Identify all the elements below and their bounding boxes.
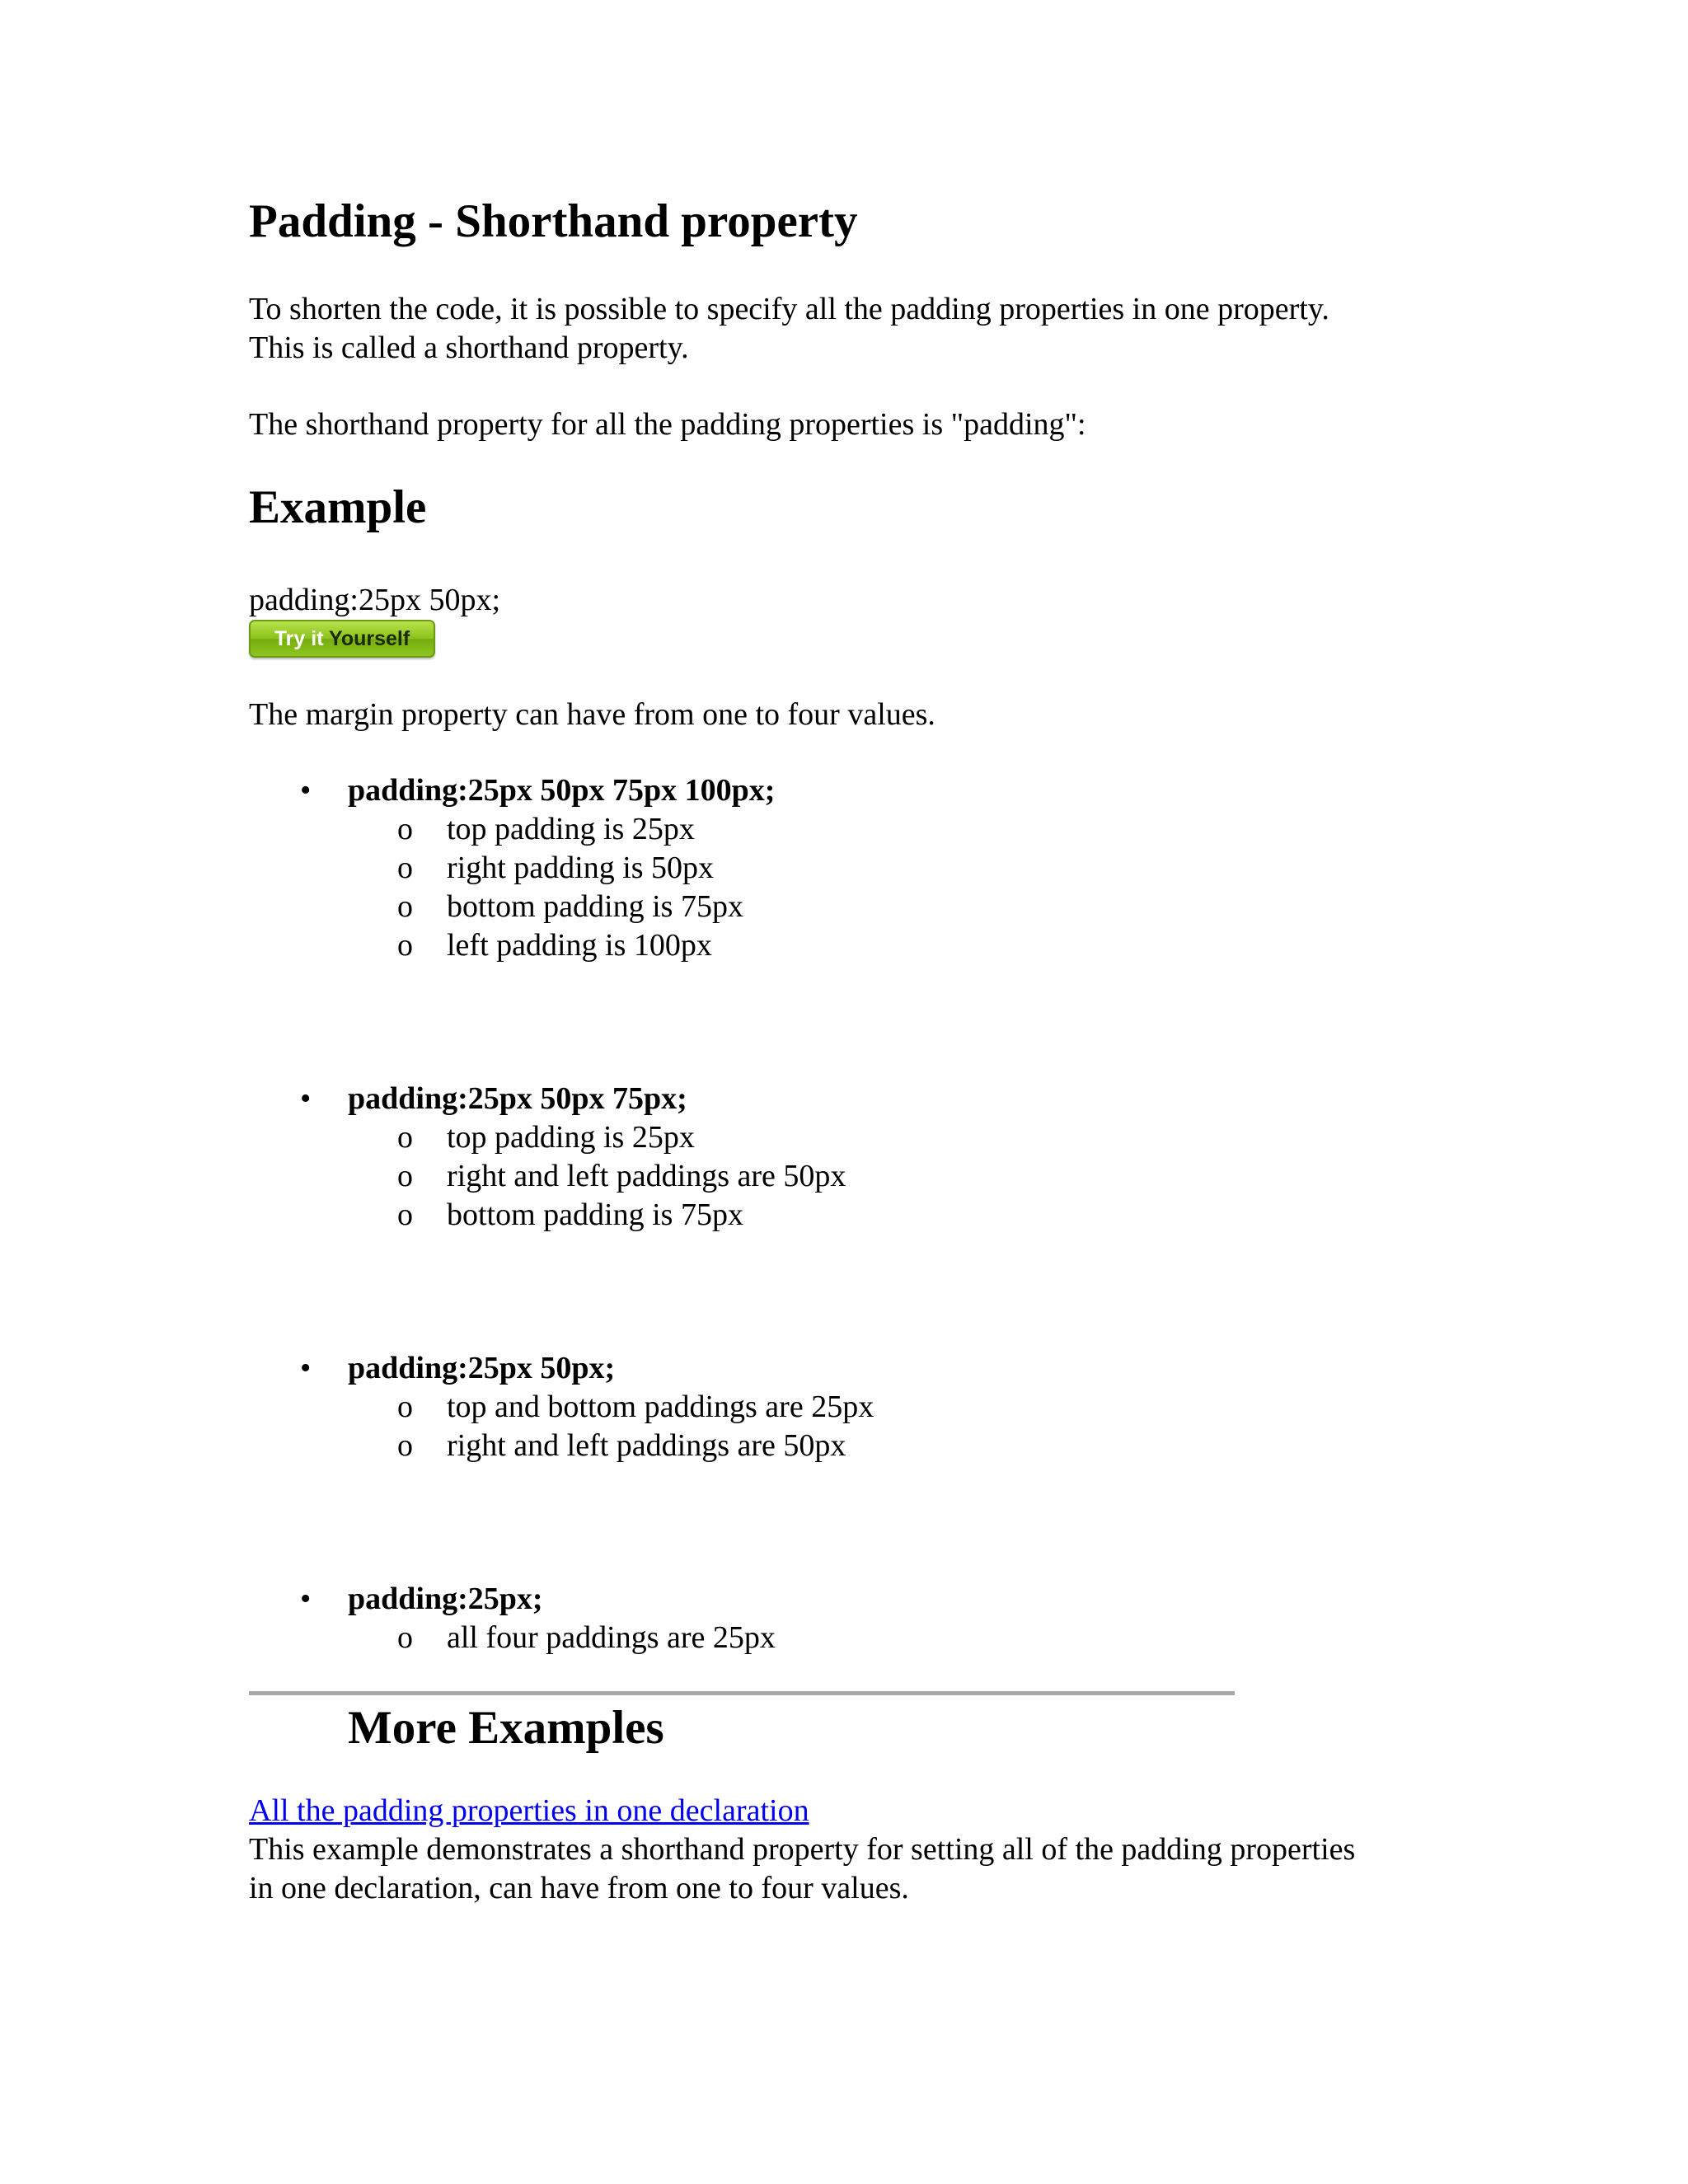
shorthand-note: The shorthand property for all the padding properties is "padding": — [249, 407, 1086, 442]
yourself-label: Yourself — [329, 627, 410, 650]
bullet-dot-icon: • — [300, 1582, 312, 1616]
sub-list-text: right padding is 50px — [447, 851, 715, 885]
circle-bullet-icon: o — [397, 851, 413, 885]
bullet-dot-icon: • — [300, 773, 312, 808]
more-examples-heading: More Examples — [348, 1702, 664, 1754]
intro-paragraph — [249, 290, 1329, 368]
sub-list-item — [249, 888, 1403, 926]
intro-line-1: To shorten the code, it is possible to specify all the padding properties in one property. — [249, 292, 1329, 326]
bullet-code: padding:25px 50px 75px; — [348, 1081, 687, 1116]
sub-list-item — [249, 1619, 1403, 1657]
sub-list-item — [249, 849, 1403, 888]
sub-list-text: all four paddings are 25px — [447, 1620, 776, 1655]
circle-bullet-icon: o — [397, 1390, 413, 1424]
circle-bullet-icon: o — [397, 928, 413, 963]
sub-list-text: right and left paddings are 50px — [447, 1159, 846, 1193]
sub-list-text: left padding is 100px — [447, 928, 712, 963]
example-description — [249, 1830, 1355, 1908]
example-code: padding:25px 50px; — [249, 583, 501, 617]
example-description-line-1: This example demonstrates a shorthand property for setting all of the padding properties — [249, 1832, 1356, 1867]
circle-bullet-icon: o — [397, 1197, 413, 1232]
sub-list-text: top padding is 25px — [447, 812, 695, 846]
sub-list-item — [249, 1118, 1403, 1157]
sub-list-item — [249, 1427, 1403, 1465]
sub-list-item — [249, 926, 1403, 965]
page-title: Padding - Shorthand property — [249, 195, 858, 247]
bullet-code: padding:25px 50px; — [348, 1351, 616, 1385]
sub-list-item — [249, 810, 1403, 849]
example-heading: Example — [249, 481, 427, 533]
sub-list-text: top and bottom paddings are 25px — [447, 1390, 874, 1424]
bullet-dot-icon: • — [300, 1081, 312, 1116]
sub-list-text: right and left paddings are 50px — [447, 1428, 846, 1463]
circle-bullet-icon: o — [397, 889, 413, 924]
try-it-yourself-button[interactable] — [249, 620, 435, 658]
bullet-code: padding:25px 50px 75px 100px; — [348, 773, 776, 808]
circle-bullet-icon: o — [397, 1120, 413, 1155]
bullet-dot-icon: • — [300, 1351, 312, 1385]
sub-list-text: bottom padding is 75px — [447, 1197, 743, 1232]
sub-list-text: top padding is 25px — [447, 1120, 695, 1155]
sub-list-text: bottom padding is 75px — [447, 889, 743, 924]
sub-list-item — [249, 1157, 1403, 1196]
circle-bullet-icon: o — [397, 1159, 413, 1193]
intro-line-2: This is called a shorthand property. — [249, 330, 689, 365]
circle-bullet-icon: o — [397, 1620, 413, 1655]
try-it-label: Try it — [274, 627, 324, 650]
values-note: The margin property can have from one to four values. — [249, 697, 935, 732]
sub-list-item — [249, 1196, 1403, 1235]
padding-example-link[interactable]: All the padding properties in one declaration — [249, 1793, 809, 1828]
example-description-line-2: in one declaration, can have from one to four values. — [249, 1871, 909, 1905]
section-divider — [249, 1691, 1235, 1695]
circle-bullet-icon: o — [397, 812, 413, 846]
sub-list-item — [249, 1388, 1403, 1427]
circle-bullet-icon: o — [397, 1428, 413, 1463]
bullet-code: padding:25px; — [348, 1582, 543, 1616]
